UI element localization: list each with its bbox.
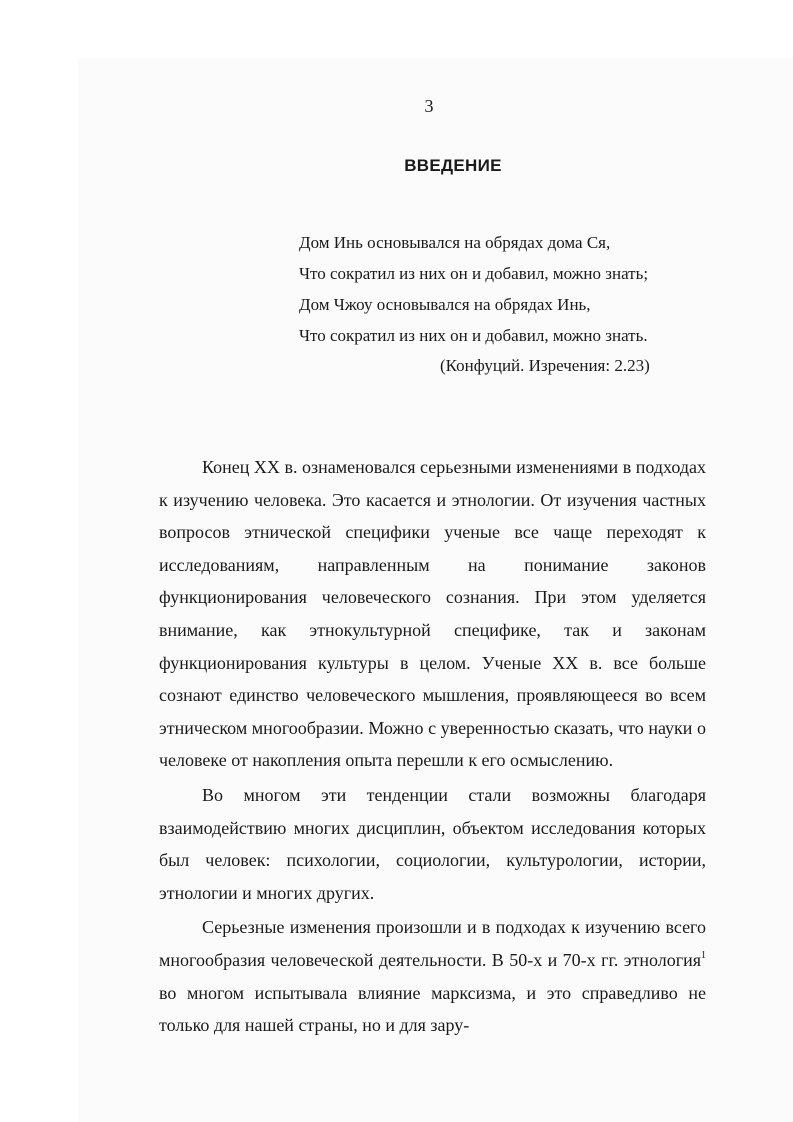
- epigraph-line: Что сократил из них он и добавил, можно знать.: [299, 326, 648, 345]
- page-title: ВВЕДЕНИЕ: [404, 156, 502, 175]
- footnote-reference[interactable]: 1: [701, 949, 706, 961]
- body-text: [159, 451, 706, 1042]
- paragraph: [159, 911, 706, 1041]
- epigraph: [299, 227, 719, 381]
- paragraph-text: во многом испытывала влияние марксизма, и это справедливо не только для нашей страны, но и для зару-: [159, 982, 706, 1036]
- epigraph-attribution: (Конфуций. Изречения: 2.23): [440, 356, 650, 375]
- paragraph: Конец XX в. ознаменовался серьезными изменениями в подходах к изучению человека. Это касается и этнологии. От изучения частных вопросов этнической специфики ученые все чаще переходят к исследованиям, направленным на понимание законов функционирования человеческого сознания. При этом уделяется внимание, как этнокультурной специфике, так и законам функционирования культуры в целом. Ученые XX в. все больше сознают единство человеческого мышления, проявляющееся во всем этническом многообразии. Можно с уверенностью сказать, что науки о человеке от накопления опыта перешли к его осмыслению.: [159, 457, 706, 771]
- page-number: 3: [424, 96, 434, 116]
- epigraph-line: Дом Инь основывался на обрядах дома Ся,: [299, 233, 611, 252]
- epigraph-line: Что сократил из них он и добавил, можно знать;: [299, 264, 649, 283]
- paragraph: Во многом эти тенденции стали возможны благодаря взаимодействию многих дисциплин, объектом исследования которых был человек: психологии, социологии, культурологии, истории, этнологии и многих других.: [159, 784, 706, 903]
- epigraph-line: Дом Чжоу основывался на обрядах Инь,: [299, 295, 591, 314]
- paragraph-text: Серьезные изменения произошли и в подходах к изучению всего многообразия человеческой деятельности. В 50-х и 70-х гг. этнология: [159, 917, 706, 970]
